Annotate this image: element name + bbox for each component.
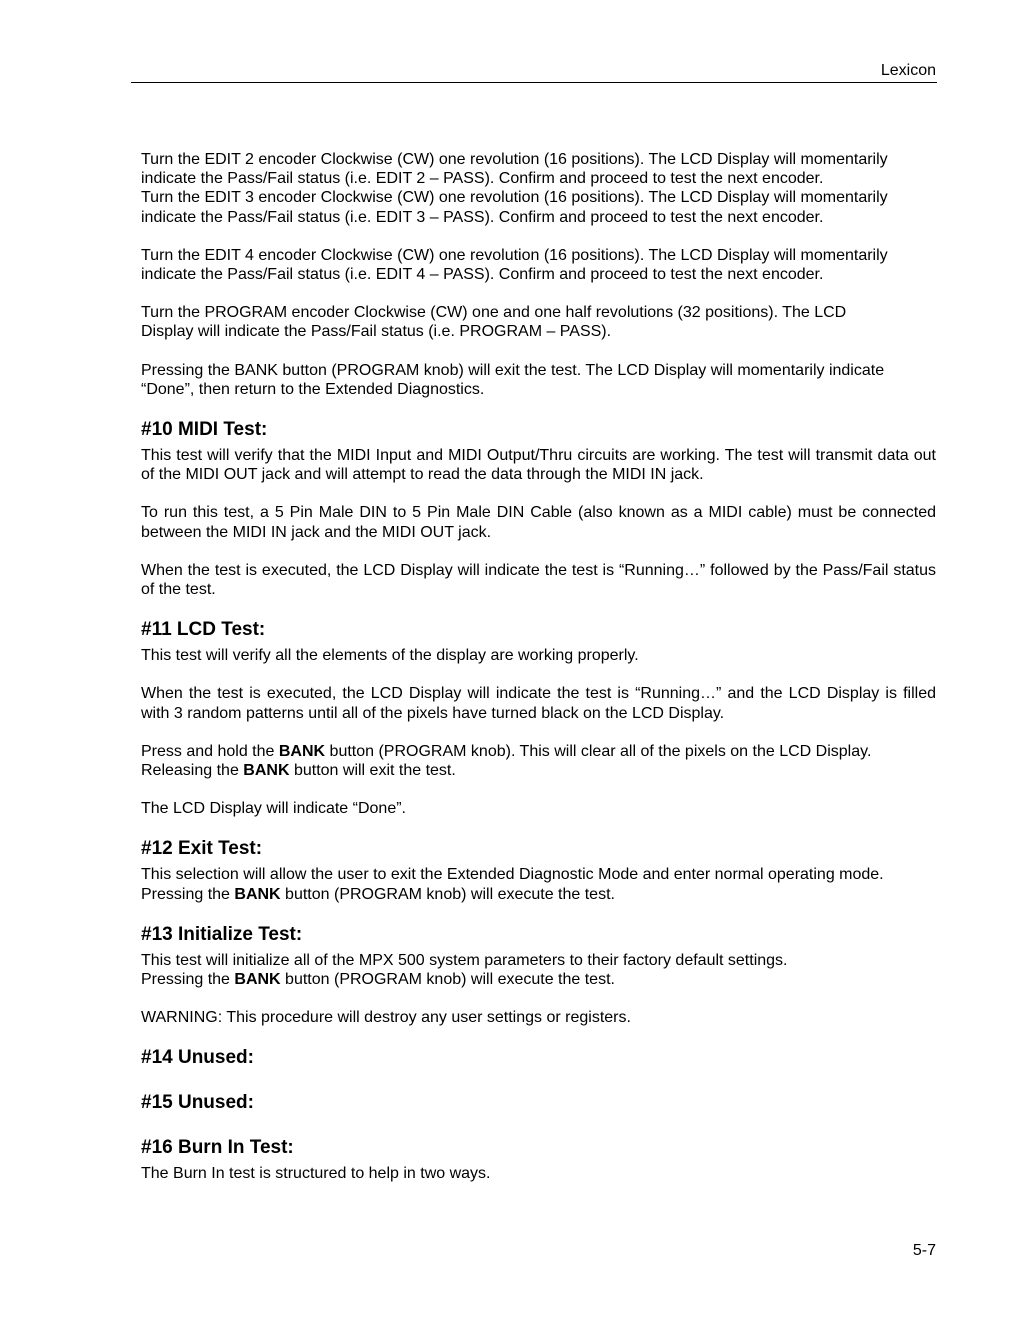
initialize-test-heading: #13 Initialize Test: [141,923,303,945]
lcd-running-paragraph: When the test is executed, the LCD Display will indicate the test is “Running…” and the LCD Display is filled with 3 random patterns until all of the pixels have turned black on the LCD Display. [141,685,936,722]
bank-line-1: Pressing the BANK button (PROGRAM knob) will exit the test. The LCD Display will momentarily indicate [141,361,885,379]
unused-14-heading: #14 Unused: [141,1047,254,1069]
bank-paragraph [141,361,936,399]
bank-keyword: BANK [243,762,290,780]
exit-line-1: This selection will allow the user to exit the Extended Diagnostic Mode and enter normal operating mode. [141,866,884,884]
edit2-paragraph [141,150,936,188]
bank-keyword: BANK [278,742,326,760]
lcd-bank-line-1: Press and hold the BANK button (PROGRAM knob). This will clear all of the pixels on the LCD Display. [141,742,872,760]
midi-result-paragraph: When the test is executed, the LCD Display will indicate the test is “Running…” followed by the Pass/Fail status of the test. [141,561,936,599]
lcd-test-heading: #11 LCD Test: [141,619,266,641]
header-rule [131,82,937,83]
page-number: 5-7 [912,1242,936,1259]
edit4-paragraph [141,246,936,284]
burn-in-test-heading: #16 Burn In Test: [141,1137,294,1159]
program-line-1: Turn the PROGRAM encoder Clockwise (CW) one and one half revolutions (32 positions). The LCD [141,304,847,322]
edit2-line-1: Turn the EDIT 2 encoder Clockwise (CW) one revolution (16 positions). The LCD Display will momentarily [141,151,888,168]
edit2-line-2: indicate the Pass/Fail status (i.e. EDIT 2 – PASS). Confirm and proceed to test the next encoder. [141,170,824,188]
lcd-description: This test will verify all the elements of the display are working properly. [141,647,639,665]
exit-line-2: Pressing the BANK button (PROGRAM knob) will execute the test. [141,885,615,903]
edit3-line-1: Turn the EDIT 3 encoder Clockwise (CW) one revolution (16 positions). The LCD Display will momentarily [141,189,888,207]
initialize-line-2: Pressing the BANK button (PROGRAM knob) will execute the test. [141,971,615,989]
running-header: Lexicon [880,62,936,79]
bank-line-2: “Done”, then return to the Extended Diagnostics. [141,380,485,398]
bank-keyword: BANK [234,971,281,989]
page-body [141,150,936,1203]
program-paragraph [141,303,936,341]
bank-keyword: BANK [234,885,281,903]
exit-paragraph [141,865,936,903]
edit3-line-2: indicate the Pass/Fail status (i.e. EDIT 3 – PASS). Confirm and proceed to test the next encoder. [141,208,824,226]
burn-in-paragraph: The Burn In test is structured to help in two ways. [141,1165,491,1183]
edit3-paragraph [141,188,936,226]
lcd-bank-line-2: Releasing the BANK button will exit the test. [141,762,456,780]
exit-test-heading: #12 Exit Test: [141,838,263,860]
initialize-paragraph [141,951,936,989]
initialize-line-1: This test will initialize all of the MPX 500 system parameters to their factory default settings. [141,951,788,969]
edit4-line-1: Turn the EDIT 4 encoder Clockwise (CW) one revolution (16 positions). The LCD Display will momentarily [141,246,888,264]
midi-description: This test will verify that the MIDI Input and MIDI Output/Thru circuits are working. The test will transmit data out of the MIDI OUT jack and will attempt to read the data through the MIDI IN jack. [141,447,936,484]
warning-paragraph: WARNING: This procedure will destroy any user settings or registers. [141,1009,631,1027]
unused-15-heading: #15 Unused: [141,1092,254,1114]
edit4-line-2: indicate the Pass/Fail status (i.e. EDIT 4 – PASS). Confirm and proceed to test the next encoder. [141,266,824,284]
lcd-bank-paragraph [141,742,936,780]
midi-test-heading: #10 MIDI Test: [141,419,268,441]
midi-cable-paragraph: To run this test, a 5 Pin Male DIN to 5 Pin Male DIN Cable (also known as a MIDI cable) must be connected between the MIDI IN jack and the MIDI OUT jack. [141,504,936,541]
program-line-2: Display will indicate the Pass/Fail status (i.e. PROGRAM – PASS). [141,323,612,341]
lcd-done-paragraph: The LCD Display will indicate “Done”. [141,800,406,818]
